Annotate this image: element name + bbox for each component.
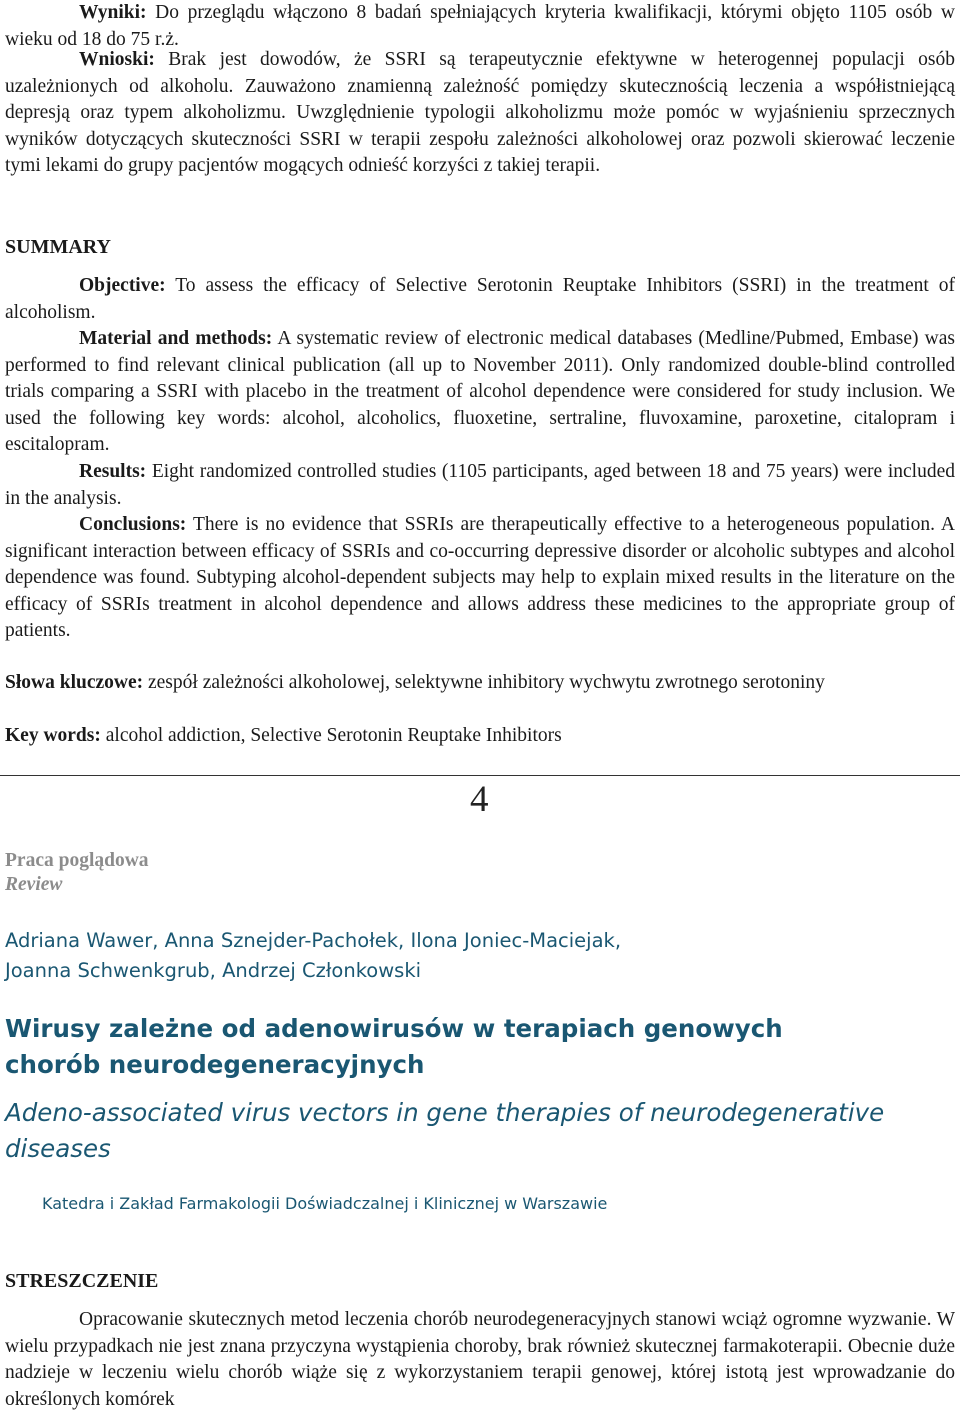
keywords-en-paragraph bbox=[5, 723, 955, 750]
keywords-en-text: alcohol addiction, Selective Serotonin Reuptake Inhibitors bbox=[100, 725, 562, 746]
article-type-en: Review bbox=[5, 874, 63, 895]
keywords-pl-text: zespół zależności alkoholowej, selektywne inhibitory wychwytu zwrotnego serotoniny bbox=[143, 672, 825, 693]
authors-line-2: Joanna Schwenkgrub, Andrzej Członkowski bbox=[5, 959, 422, 982]
summary-methods-label: Material and methods: bbox=[79, 328, 273, 349]
polish-conclusions-text: Brak jest dowodów, że SSRI są terapeutycznie efektywne w heterogennej populacji osób uzależnionych od alkoholu. Zauważono znamienną zależność pomiędzy skutecznością leczenia a współistniejącą depresją oraz typem alkoholizmu. Uwzględnienie typologii alkoholizmu może pomóc w wyjaśnieniu sprzecznych wyników dotyczących skuteczności SSRI w terapii zespołu zależności alkoholowej oraz pozwoli skierować leczenie tymi lekami do grupy pacjentów mogących odnieść korzyści z takiej terapii. bbox=[5, 49, 955, 176]
summary-results-label: Results: bbox=[79, 461, 147, 482]
polish-conclusions-paragraph bbox=[5, 47, 955, 180]
article-title-en bbox=[5, 1095, 955, 1167]
streszczenie-heading: STRESZCZENIE bbox=[5, 1270, 159, 1292]
authors-line-1: Adriana Wawer, Anna Sznejder-Pachołek, Ilona Joniec-Maciejak, bbox=[5, 929, 622, 952]
polish-results-text: Do przeglądu włączono 8 badań spełniających kryteria kwalifikacji, którymi objęto 1105 osób w wieku od 18 do 75 r.ż. bbox=[5, 2, 955, 50]
polish-conclusions-label: Wnioski: bbox=[79, 49, 155, 70]
title-en-line-1: Adeno-associated virus vectors in gene therapies of neurodegenerative bbox=[5, 1098, 885, 1127]
summary-conclusions-text: There is no evidence that SSRIs are therapeutically effective to a heterogeneous population. A significant interaction between efficacy of SSRIs and co-occurring depressive disorder or alcoholic subtypes and alcohol dependence was found. Subtyping alcohol-dependent subjects may help to explain mixed results in the literature on the efficacy of SSRIs treatment in alcohol dependence and allows address these medicines to the appropriate group of patients. bbox=[5, 514, 955, 641]
summary-results-paragraph bbox=[5, 459, 955, 512]
title-pl-line-1: Wirusy zależne od adenowirusów w terapiach genowych bbox=[5, 1014, 783, 1043]
keywords-pl-paragraph bbox=[5, 670, 955, 697]
streszczenie-paragraph: Opracowanie skutecznych metod leczenia chorób neurodegeneracyjnych stanowi wciąż ogromne wyzwanie. W wielu przypadkach nie jest znana przyczyna wystąpienia choroby, brak również skutecznej farmakoterapii. Obecnie duże nadzieje w leczeniu wielu chorób wiąże się z wykorzystaniem terapii genowej, której istotą jest wprowadzanie do określonych komórek bbox=[5, 1309, 955, 1410]
keywords-pl-label: Słowa kluczowe: bbox=[5, 672, 144, 693]
title-pl-line-2: chorób neurodegeneracyjnych bbox=[5, 1050, 425, 1079]
summary-methods-paragraph bbox=[5, 326, 955, 459]
summary-results-text: Eight randomized controlled studies (1105 participants, aged between 18 and 75 years) were included in the analysis. bbox=[5, 461, 955, 509]
article-affiliation: Katedra i Zakład Farmakologii Doświadczalnej i Klinicznej w Warszawie bbox=[42, 1194, 608, 1213]
section-divider bbox=[0, 775, 960, 776]
title-en-line-2: diseases bbox=[5, 1134, 111, 1163]
summary-objective-text: To assess the efficacy of Selective Serotonin Reuptake Inhibitors (SSRI) in the treatment of alcoholism. bbox=[5, 275, 955, 323]
page-number: 4 bbox=[470, 779, 489, 820]
polish-results-paragraph bbox=[5, 0, 955, 53]
keywords-en-label: Key words: bbox=[5, 725, 101, 746]
summary-conclusions-paragraph bbox=[5, 512, 955, 645]
article-type-pl: Praca poglądowa bbox=[5, 850, 149, 871]
article-title-pl bbox=[5, 1011, 955, 1083]
summary-objective-label: Objective: bbox=[79, 275, 166, 296]
summary-objective-paragraph bbox=[5, 273, 955, 326]
summary-methods-text: A systematic review of electronic medical databases (Medline/Pubmed, Embase) was performed to find relevant clinical publication (all up to November 2011). Only randomized double-blind controlled trials comparing a SSRI with placebo in the treatment of alcohol dependence were considered for study inclusion. We used the following key words: alcohol, alcoholics, fluoxetine, sertraline, fluvoxamine, paroxetine, citalopram i escitalopram. bbox=[5, 328, 956, 455]
summary-heading: SUMMARY bbox=[5, 236, 111, 258]
polish-results-label: Wyniki: bbox=[79, 2, 147, 23]
article-authors bbox=[5, 926, 955, 986]
summary-conclusions-label: Conclusions: bbox=[79, 514, 187, 535]
